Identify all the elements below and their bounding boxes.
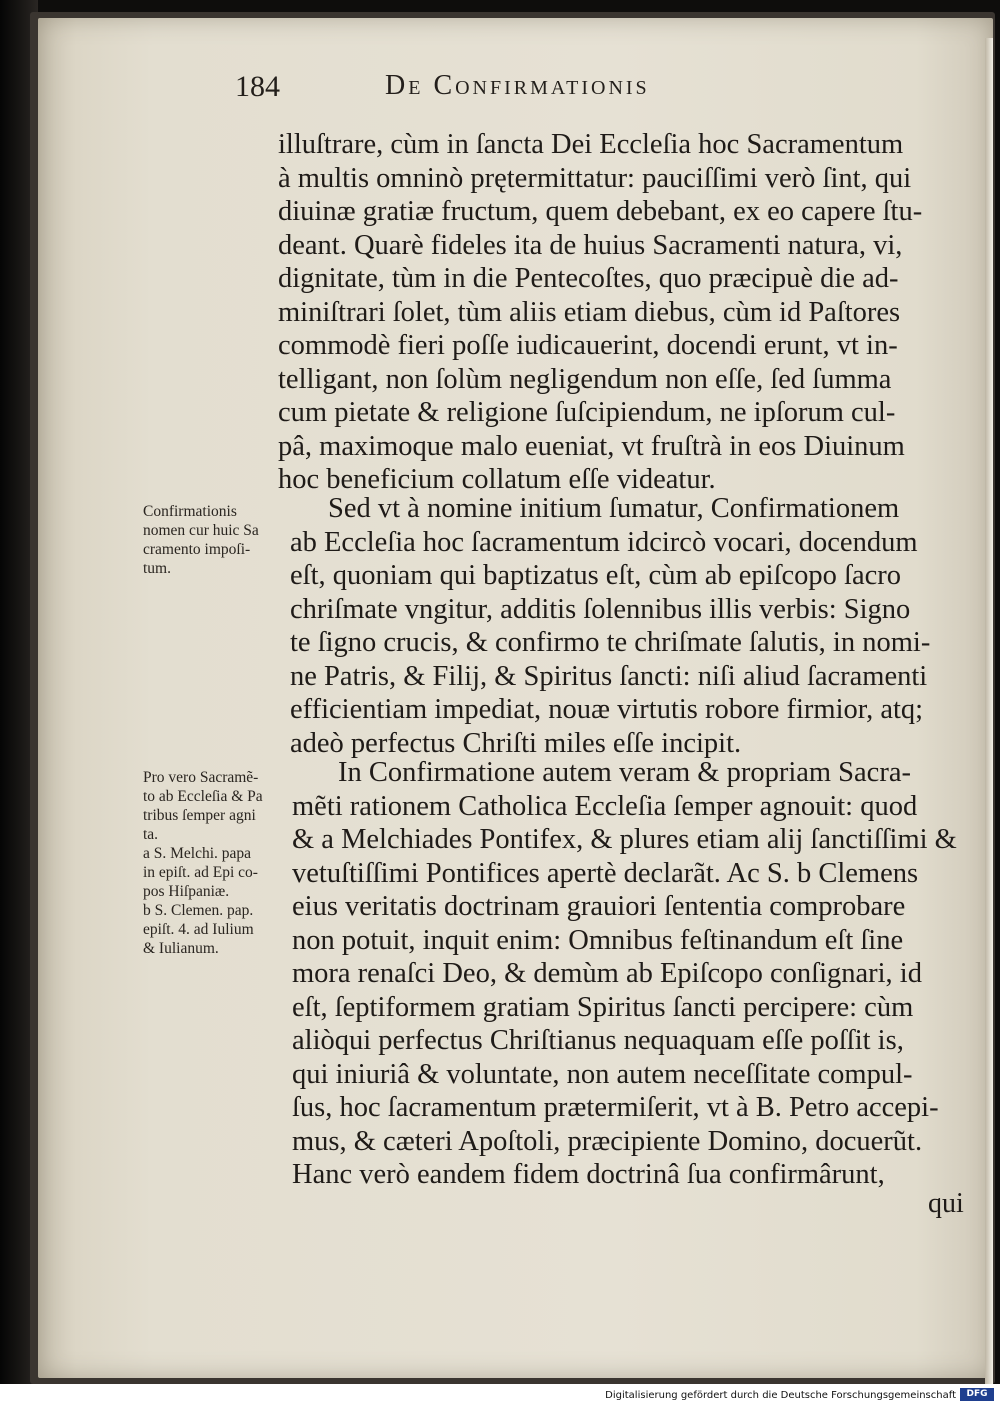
text-line: vetuſtiſſimi Pontifices apertè declarãt. Ac S. b Clemens: [292, 857, 919, 889]
text-line: mẽti rationem Catholica Eccleſia ſemper agnouit: quod: [292, 790, 918, 822]
text-line: efficientiam impediat, nouæ virtutis robore firmior, atq;: [290, 694, 924, 725]
running-head: [235, 70, 795, 110]
text-line: aliòqui perfectus Chriſtianus nequaquam eſſe poſſit is,: [292, 1025, 904, 1056]
margin-line: tribus ſemper agni: [143, 807, 256, 824]
text-line: qui iniuriâ & voluntate, non autem neceſſitate compul-: [292, 1058, 913, 1090]
text-line: hoc beneficium collatum eſſe videatur.: [278, 464, 716, 495]
text-line: chriſmate vngitur, additis ſolennibus illis verbis: Signo: [290, 593, 911, 625]
paragraph-2: [290, 492, 970, 760]
text-line: In Confirmatione autem veram & propriam Sacra-: [338, 757, 911, 788]
page-number: 184: [235, 70, 280, 103]
text-line: dignitate, tùm in die Pentecoſtes, quo præcipuè die ad-: [278, 263, 899, 294]
text-line: ſus, hoc ſacramentum prætermiſerit, vt à B. Petro accepi-: [292, 1092, 939, 1123]
text-line: non potuit, inquit enim: Omnibus feſtinandum eſt ſine: [292, 924, 904, 956]
text-line: ne Patris, & Filij, & Spiritus ſancti: niſi aliud ſacramenti: [290, 660, 928, 692]
margin-note-sacramento: [143, 768, 303, 958]
margin-note-confirmationis: [143, 502, 303, 578]
text-line: telligant, non ſolùm negligendum non eſſe, ſed ſumma: [278, 363, 892, 395]
text-line: miniſtrari ſolet, tùm aliis etiam diebus, cùm id Paſtores: [278, 296, 901, 328]
footer-bar: [0, 1384, 1000, 1404]
text-line: mora renaſci Deo, & demùm ab Epiſcopo conſignari, id: [292, 958, 922, 989]
margin-line: nomen cur huic Sa: [143, 522, 259, 539]
margin-line: cramento impoſi-: [143, 541, 251, 558]
text-line: mus, & cæteri Apoſtoli, præcipiente Domino, docuerũt.: [292, 1125, 923, 1157]
catchword: qui: [928, 1188, 964, 1219]
text-line: commodè fieri poſſe iudicauerint, docendi erunt, vt in-: [278, 330, 898, 361]
text-line: deant. Quarè fideles ita de huius Sacramenti natura, vi,: [278, 229, 903, 261]
margin-line: ta.: [143, 826, 159, 843]
margin-line: epiſt. 4. ad Iulium: [143, 921, 254, 938]
margin-line: & Iulianum.: [143, 940, 219, 957]
digitization-credit: Digitalisierung gefördert durch die Deutsche Forschungsgemeinschaft: [605, 1390, 956, 1401]
text-line: & a Melchiades Pontifex, & plures etiam alij ſanctiſſimi &: [292, 824, 957, 855]
paragraph-3: [292, 756, 972, 1192]
margin-line: in epiſt. ad Epi co-: [143, 864, 258, 881]
running-title: De Confirmationis: [385, 70, 650, 101]
text-line: illuſtrare, cùm in ſancta Dei Eccleſia hoc Sacramentum: [278, 129, 904, 160]
margin-line: b S. Clemen. pap.: [143, 902, 254, 919]
margin-line: to ab Eccleſia & Pa: [143, 788, 263, 805]
text-line: eſt, ſeptiformem gratiam Spiritus ſancti percipere: cùm: [292, 991, 914, 1023]
text-line: à multis omninò prętermittatur: pauciſſimi verò ſint, qui: [278, 162, 912, 194]
margin-line: tum.: [143, 560, 171, 577]
text-line: te ſigno crucis, & confirmo te chriſmate ſalutis, in nomi-: [290, 627, 931, 658]
margin-line: Confirmationis: [143, 503, 237, 520]
text-line: adeò perfectus Chriſti miles eſſe incipit.: [290, 727, 742, 759]
margin-line: pos Hiſpaniæ.: [143, 883, 230, 900]
margin-line: Pro vero Sacramẽ-: [143, 769, 259, 786]
dfg-logo: DFG: [960, 1388, 994, 1401]
text-line: diuinæ gratiæ fructum, quem debebant, ex eo capere ſtu-: [278, 196, 923, 227]
text-line: Hanc verò eandem fidem doctrinâ ſua confirmârunt,: [292, 1159, 885, 1190]
text-line: eius veritatis doctrinam grauiori ſententia comprobare: [292, 891, 906, 922]
text-line: Sed vt à nomine initium ſumatur, Confirmationem: [328, 493, 900, 524]
paragraph-1: [278, 128, 968, 497]
text-line: eſt, quoniam qui baptizatus eſt, cùm ab epiſcopo ſacro: [290, 560, 901, 591]
text-line: cum pietate & religione ſuſcipiendum, ne ipſorum cul-: [278, 397, 896, 428]
text-line: pâ, maximoque malo eueniat, vt fruſtrà in eos Diuinum: [278, 430, 905, 462]
margin-line: a S. Melchi. papa: [143, 845, 252, 862]
page-fore-edge: [985, 38, 993, 1393]
text-line: ab Eccleſia hoc ſacramentum idcircò vocari, docendum: [290, 526, 918, 558]
